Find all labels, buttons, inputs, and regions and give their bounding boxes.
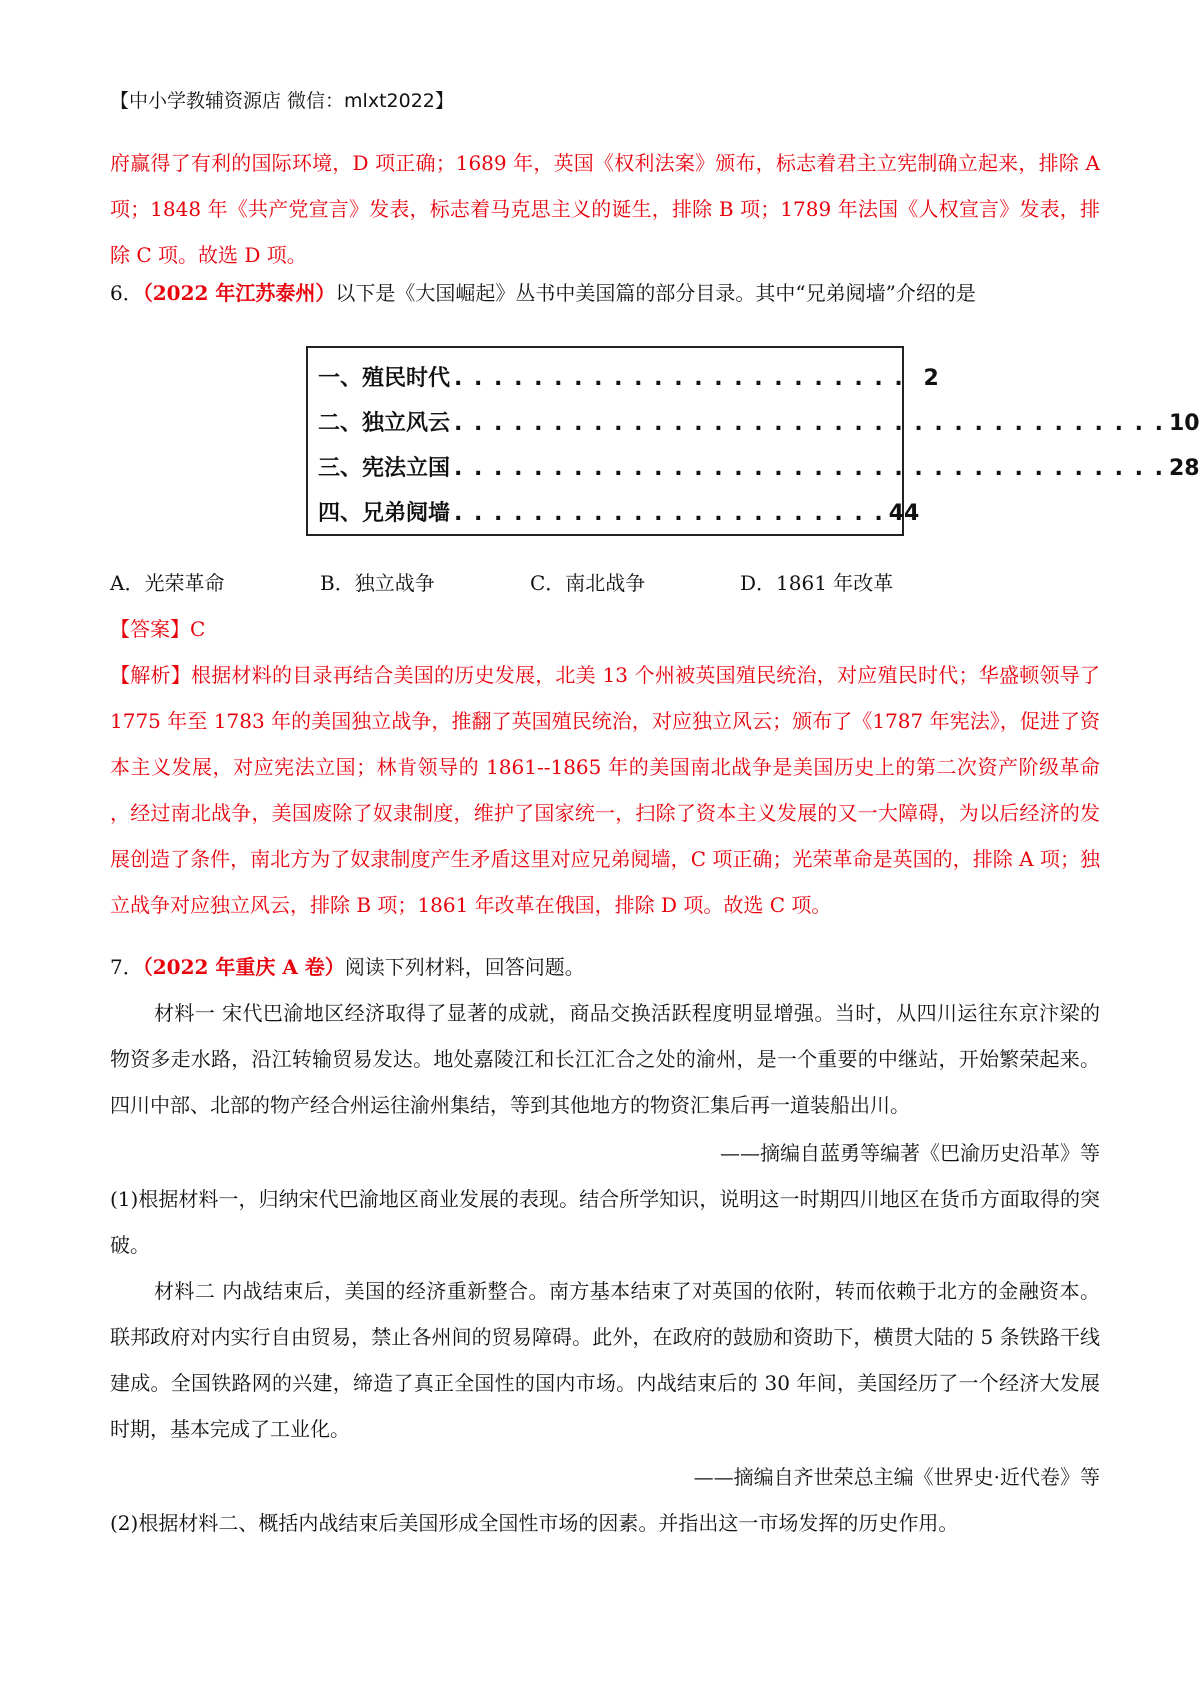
answer-label: 【答案】: [110, 617, 190, 641]
toc-title: 三、宪法立国: [318, 456, 451, 481]
question-6-stem: [110, 270, 1100, 316]
question-number: 7．: [110, 955, 143, 979]
toc-leader: . . . . . . . . . . . . . . . . . . . . . . .: [454, 366, 905, 391]
material-1-source: ——摘编自蓝勇等编著《巴渝历史沿革》等: [720, 1141, 1100, 1165]
toc-entry: [318, 491, 920, 536]
option-d: D．1861 年改革: [740, 571, 894, 595]
analysis-block: [110, 652, 1100, 928]
toc-title: 一、殖民时代: [318, 366, 451, 391]
option-c: C．南北战争: [530, 571, 646, 595]
analysis-text: 根据材料的目录再结合美国的历史发展，北美 13 个州被英国殖民统治，对应殖民时代；华盛顿领导了 1775 年至 1783 年的美国独立战争，推翻了英国殖民统治，对应独立风云；颁布了《1787 年宪法》，促进了资本主义发展，对应宪法立国；林肯领导的 1861--1865 年的美国南北战争是美国历史上的第二次资产阶级革命 ，经过南北战争，美国废除了奴隶制度，维护了国家统一，扫除了资本主义发展的又一大障碍，为以后经济的发展创造了条件，南北方为了奴隶制度产生矛盾这里对应兄弟阋墙，C 项正确；光荣革命是英国的，排除 A 项；独立战争对应独立风云，排除 B 项；1861 年改革在俄国，排除 D 项。故选 C 项。: [110, 663, 1101, 917]
option-b: B．独立战争: [320, 571, 435, 595]
toc-page-number: 44: [888, 501, 920, 526]
option-a: A．光荣革命: [110, 571, 225, 595]
material-1: 材料一 宋代巴渝地区经济取得了显著的成就，商品交换活跃程度明显增强。当时，从四川运往东京汴梁的物资多走水路，沿江转输贸易发达。地处嘉陵江和长江汇合之处的渝州，是一个重要的中继站，开始繁荣起来。四川中部、北部的物产经合州运往渝州集结，等到其他地方的物资汇集后再一道装船出川。: [110, 1001, 1100, 1117]
analysis-label: 【解析】: [110, 663, 191, 687]
toc-title: 四、兄弟阋墙: [318, 501, 451, 526]
toc-entry: [318, 446, 1200, 491]
toc-leader: . . . . . . . . . . . . . . . . . . . . . . . . . . . . . . . . . . . .: [454, 411, 1165, 436]
previous-analysis: 府赢得了有利的国际环境，D 项正确；1689 年，英国《权利法案》颁布，标志着君主立宪制确立起来，排除 A 项；1848 年《共产党宣言》发表，标志着马克思主义的诞生，排除 B 项；1789 年法国《人权宣言》发表，排除 C 项。故选 D 项。: [110, 151, 1100, 267]
material-2-source: ——摘编自齐世荣总主编《世界史·近代卷》等: [693, 1465, 1100, 1489]
question-source: （2022 年江苏泰州）: [142, 281, 336, 305]
question-text: 阅读下列材料，回答问题。: [344, 955, 585, 979]
question-7-stem: [110, 944, 1100, 990]
question-source: （2022 年重庆 A 卷）: [142, 955, 345, 979]
question-7-part-2: (2)根据材料二、概括内战结束后美国形成全国性市场的因素。并指出这一市场发挥的历史作用。: [110, 1511, 959, 1535]
answer-line: [110, 606, 1100, 652]
toc-leader: . . . . . . . . . . . . . . . . . . . . . .: [454, 501, 885, 526]
answer-options: [110, 560, 1100, 606]
toc-leader: . . . . . . . . . . . . . . . . . . . . . . . . . . . . . . . . . . . .: [454, 456, 1165, 481]
toc-page-number: 10: [1168, 411, 1200, 436]
toc-entry: [318, 356, 939, 401]
header-watermark: 【中小学教辅资源店 微信：mlxt2022】: [110, 90, 454, 112]
answer-value: C: [190, 617, 206, 641]
material-2: 材料二 内战结束后，美国的经济重新整合。南方基本结束了对英国的依附，转而依赖于北方的金融资本。联邦政府对内实行自由贸易，禁止各州间的贸易障碍。此外，在政府的鼓励和资助下，横贯大陆的 5 条铁路干线建成。全国铁路网的兴建，缔造了真正全国性的国内市场。内战结束后的 30 年间，美国经历了一个经济大发展时期，基本完成了工业化。: [110, 1279, 1100, 1441]
table-of-contents: [306, 346, 1200, 536]
toc-page-number: 2: [923, 366, 939, 391]
question-text: 以下是《大国崛起》丛书中美国篇的部分目录。其中“兄弟阋墙”介绍的是: [335, 281, 976, 305]
question-number: 6．: [110, 281, 143, 305]
toc-page-number: 28: [1168, 456, 1200, 481]
toc-title: 二、独立风云: [318, 411, 451, 436]
question-7-part-1: (1)根据材料一，归纳宋代巴渝地区商业发展的表现。结合所学知识，说明这一时期四川地区在货币方面取得的突破。: [110, 1187, 1100, 1257]
toc-entry: [318, 401, 1200, 446]
